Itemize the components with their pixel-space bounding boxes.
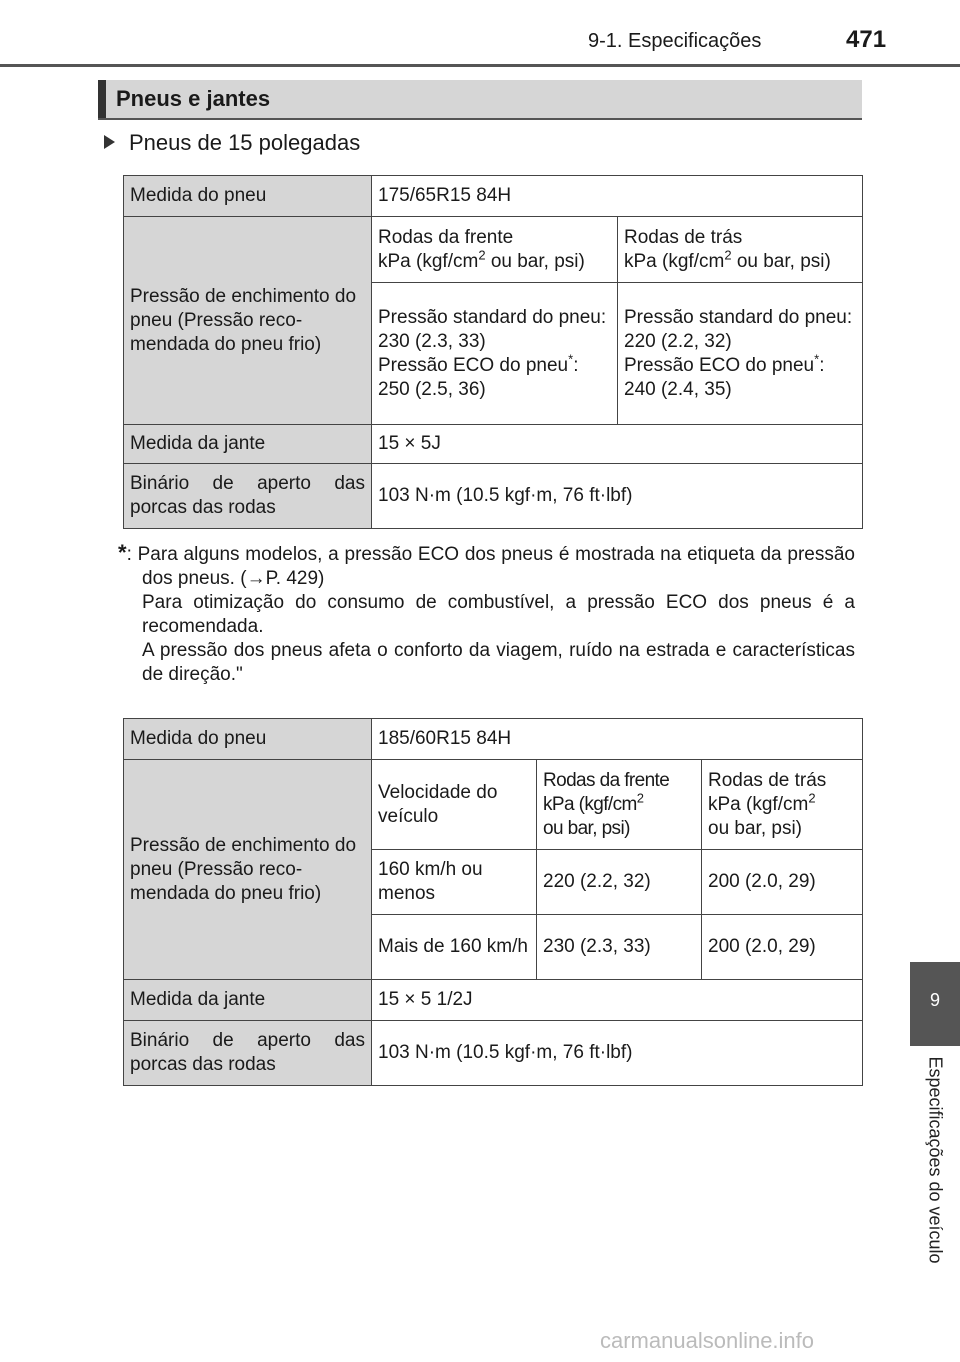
tire-size-value: 185/60R15 84H — [372, 719, 863, 760]
chapter-side-label: Especificações do veículo — [925, 1056, 946, 1264]
front-standard-value: 230 (2.3, 33) — [378, 330, 486, 352]
tire-size-label: Medida do pneu — [124, 176, 372, 217]
triangle-bullet-icon — [104, 135, 115, 149]
rim-size-value: 15 × 5 1/2J — [372, 980, 863, 1021]
footnote-line: A pressão dos pneus afeta o conforto da viagem, ruído na estrada e características de direção." — [142, 640, 855, 685]
page-number: 471 — [846, 26, 887, 53]
subheading-text: Pneus de 15 polegadas — [129, 130, 361, 155]
section-title: Pneus e jantes — [116, 86, 271, 111]
rear-wheels-header: Rodas de trás kPa ($kgf/cm^2$ ou bar, psi) — [702, 760, 863, 850]
table-row — [124, 176, 863, 217]
tire-size-label: Medida do pneu — [124, 719, 372, 760]
rear-pressure-cell: Pressão standard do pneu: 220 (2.2, 32) Pressão ECO do pneu*: 240 (2.4, 35) — [618, 283, 863, 425]
rim-size-value: 15 × 5J — [372, 425, 863, 464]
footnote-line: *: Para alguns modelos, a pressão ECO dos pneus é mostrada na etiqueta da pressão dos pneus. (→P. 429) — [118, 540, 855, 589]
speed-cell: 160 km/h ou menos — [372, 850, 537, 915]
front-pressure-value: 220 (2.2, 32) — [537, 850, 702, 915]
pressure-label: Pressão de enchimento do pneu (Pressão reco- mendada do pneu frio) — [124, 760, 372, 980]
section-heading-bar — [98, 80, 862, 120]
chapter-tab — [910, 962, 960, 1046]
footnote — [118, 541, 855, 687]
subheading — [104, 130, 360, 156]
tire-size-value: 175/65R15 84H — [372, 176, 863, 217]
torque-label: Binário de aperto das porcas das rodas — [124, 464, 372, 529]
spec-table-2 — [123, 718, 863, 1086]
rear-wheels-header: Rodas de trás kPa ($kgf/cm^2$ ou bar, psi) — [618, 217, 863, 283]
chapter-number: 9 — [929, 990, 940, 1010]
front-wheels-header: Rodas da frente kPa ($kgf/cm^2$ ou bar, psi) — [537, 760, 702, 850]
torque-label: Binário de aperto das porcas das rodas — [124, 1021, 372, 1086]
torque-value: 103 N·m (10.5 kgf·m, 76 ft·lbf) — [372, 464, 863, 529]
table-row — [124, 1021, 863, 1086]
rim-size-label: Medida da jante — [124, 980, 372, 1021]
table-row — [124, 760, 863, 850]
section-accent — [98, 80, 106, 118]
table-row — [124, 464, 863, 529]
table-row — [124, 980, 863, 1021]
rear-eco-value: 240 (2.4, 35) — [624, 378, 732, 400]
front-wheels-header: Rodas da frente kPa ($kgf/cm^2$ ou bar, psi) — [372, 217, 618, 283]
torque-value: 103 N·m (10.5 kgf·m, 76 ft·lbf) — [372, 1021, 863, 1086]
table-row — [124, 719, 863, 760]
front-eco-value: 250 (2.5, 36) — [378, 378, 486, 400]
header-rule — [0, 64, 960, 67]
rear-standard-value: 220 (2.2, 32) — [624, 330, 732, 352]
pressure-label: Pressão de enchimento do pneu (Pressão reco- mendada do pneu frio) — [124, 217, 372, 425]
front-pressure-value: 230 (2.3, 33) — [537, 915, 702, 980]
header-section-title: 9-1. Especificações — [588, 30, 762, 52]
rear-pressure-value: 200 (2.0, 29) — [702, 915, 863, 980]
rear-pressure-value: 200 (2.0, 29) — [702, 850, 863, 915]
rim-size-label: Medida da jante — [124, 425, 372, 464]
spec-table-1 — [123, 175, 863, 529]
speed-cell: Mais de 160 km/h — [372, 915, 537, 980]
vehicle-speed-header: Velocidade do veículo — [372, 760, 537, 850]
watermark: carmanualsonline.info — [600, 1328, 815, 1353]
footnote-line: Para otimização do consumo de combustível, a pressão ECO dos pneus é a recomendada. — [142, 592, 855, 637]
table-row — [124, 425, 863, 464]
table-row — [124, 217, 863, 283]
front-pressure-cell: Pressão standard do pneu: 230 (2.3, 33) Pressão ECO do pneu*: 250 (2.5, 36) — [372, 283, 618, 425]
